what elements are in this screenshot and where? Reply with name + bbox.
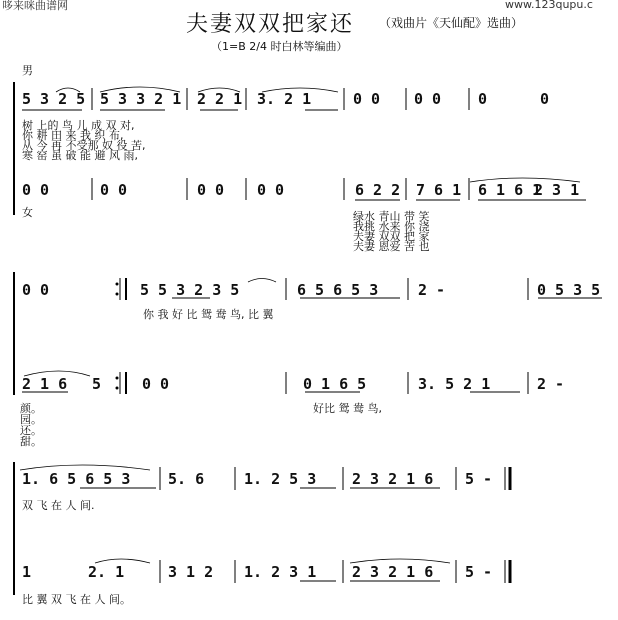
s1-male-measure-5: 0 0	[353, 90, 381, 108]
s2-male-measure-3: 6 5 6 5 3	[297, 281, 379, 299]
s3-female-measure-5: 5 -	[465, 563, 493, 581]
s2-female-measure-1: 2 1 6	[22, 375, 68, 393]
key-meter-arranger: （1=B 2/4 时白林等编曲）	[211, 40, 348, 53]
song-subtitle: （戏曲片《天仙配》选曲）	[379, 16, 524, 30]
s1-female-measure-4: 0 0	[257, 181, 285, 199]
s2-female-lyrics: 好比 鸳 鸯 鸟,	[313, 402, 382, 415]
s2-female-measure-3: 0 1 6 5	[303, 375, 367, 393]
voice-label-male: 男	[22, 64, 33, 77]
s3-male-measure-1: 1. 6 5 6 5 3	[22, 470, 131, 488]
site-watermark-left: 哆来咪曲谱网	[2, 0, 68, 12]
s3-female-measure-4: 2 3 2 1 6	[352, 563, 434, 581]
s1-male-measure-3: 2 2 1	[197, 90, 243, 108]
s3-male-lyrics: 双 飞 在 人 间.	[22, 499, 95, 512]
s1-female-measure-8: 2 3 1	[534, 181, 580, 199]
s2-female-measure-4: 3. 5 2 1	[418, 375, 491, 393]
voice-label-female: 女	[22, 206, 33, 219]
s2-male-measure-2: 5 5 3 2 3 5	[140, 281, 240, 299]
s2-male-measure-1: 0 0	[22, 281, 50, 299]
s1-female-lyrics-verse-2: 我挑 水来 你 浇	[353, 220, 430, 233]
s3-female-measure-1b: 2. 1	[88, 563, 125, 581]
s3-female-measure-2: 3 1 2	[168, 563, 214, 581]
s2-female-measure-5: 2 -	[537, 375, 565, 393]
s1-male-measure-6: 0 0	[414, 90, 442, 108]
s1-male-measure-1: 5 3 2 5	[22, 90, 86, 108]
s3-female-measure-3: 1. 2 3 1	[244, 563, 317, 581]
s2-female-lyric-end-3: 还。	[20, 424, 42, 437]
s1-male-measure-4: 3. 2 1	[257, 90, 312, 108]
s1-male-lyrics-verse-4: 寒 窑 虽 破 能 避 风 雨,	[22, 149, 138, 162]
s1-male-lyrics-verse-2: 你 耕 田 来 我 织 布,	[22, 129, 124, 142]
s3-male-measure-3: 1. 2 5 3	[244, 470, 317, 488]
s1-male-lyrics-verse-1: 树 上的 鸟 儿 成 双 对,	[22, 119, 135, 132]
site-watermark-right: www.123qupu.c	[505, 0, 593, 11]
s3-male-measure-5: 5 -	[465, 470, 493, 488]
s2-male-measure-5: 0 5 3 5	[537, 281, 601, 299]
s1-female-measure-2: 0 0	[100, 181, 128, 199]
s2-female-lyric-end-1: 颜。	[20, 402, 42, 415]
s3-female-measure-1: 1	[22, 563, 32, 581]
s2-female-measure-1b: 5	[92, 375, 102, 393]
song-title: 夫妻双双把家还	[186, 12, 355, 37]
s1-female-measure-1: 0 0	[22, 181, 50, 199]
s2-male-lyrics: 你 我 好 比 鸳 鸯 鸟, 比 翼	[143, 308, 274, 321]
s1-female-lyrics-verse-4: 夫妻 恩爱 苦 也	[353, 240, 430, 253]
s1-male-measure-8: 0	[540, 90, 550, 108]
s2-male-measure-4: 2 -	[418, 281, 446, 299]
s1-male-measure-2: 5 3 3 2 1	[100, 90, 182, 108]
s3-female-lyrics: 比 翼 双 飞 在 人 间。	[22, 593, 131, 606]
s1-female-measure-5: 6 2 2	[355, 181, 401, 199]
s3-male-measure-2: 5. 6	[168, 470, 205, 488]
s2-female-measure-2: 0 0	[142, 375, 170, 393]
s1-male-lyrics-verse-3: 从 今 再 不受那 奴 役 苦,	[22, 139, 146, 152]
s1-female-lyrics-verse-1: 绿水 青山 带 笑	[353, 210, 430, 223]
s2-female-lyric-end-2: 园。	[20, 413, 42, 426]
s3-male-measure-4: 2 3 2 1 6	[352, 470, 434, 488]
s1-male-measure-7: 0	[478, 90, 488, 108]
s1-female-measure-3: 0 0	[197, 181, 225, 199]
s1-female-measure-7: 6 1 6 1	[478, 181, 542, 199]
s1-female-lyrics-verse-3: 夫妻 双双 把 家	[353, 230, 430, 243]
s2-female-lyric-end-4: 甜。	[20, 435, 42, 448]
s1-female-measure-6: 7 6 1	[416, 181, 462, 199]
